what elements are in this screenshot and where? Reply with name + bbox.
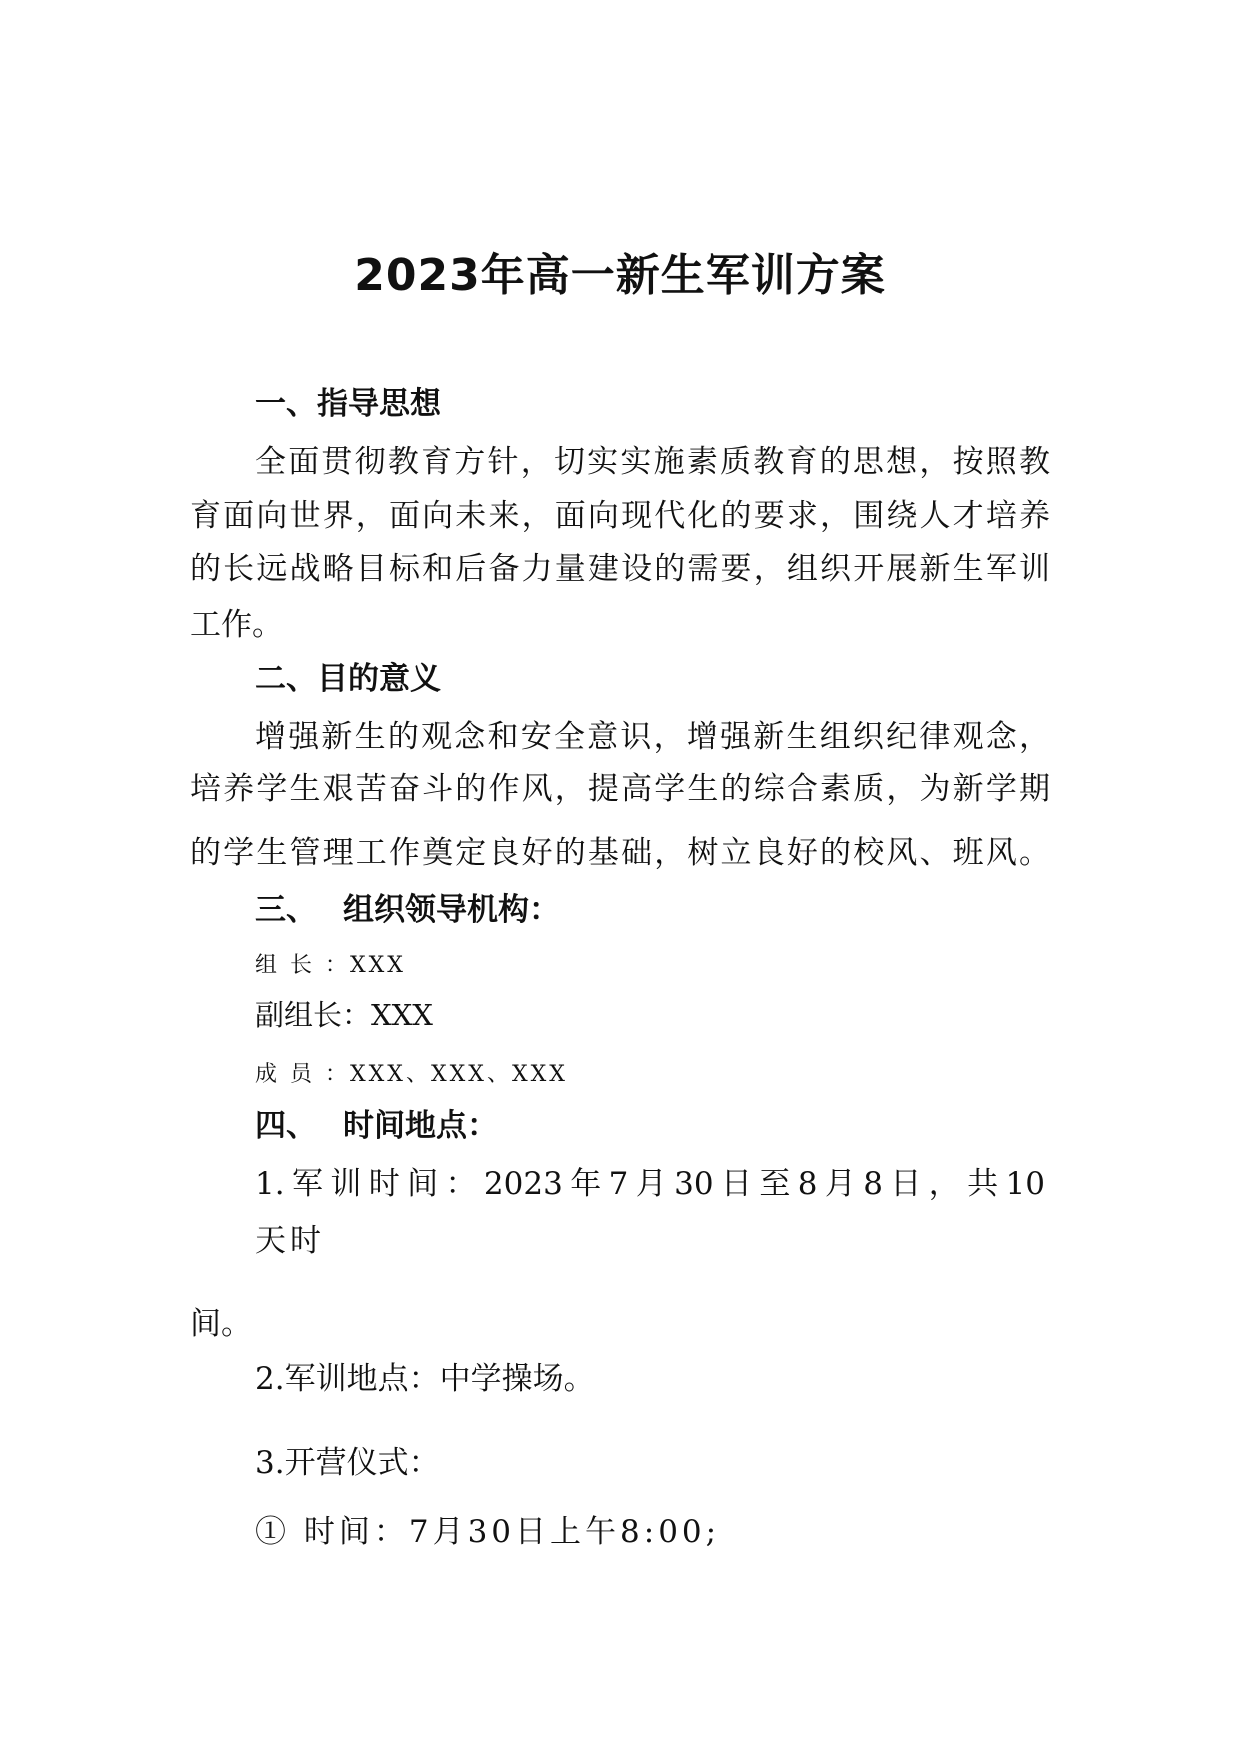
- training-time-line-end: 间。: [190, 1306, 252, 1342]
- leader-line: 组 长 ：XXX: [255, 953, 406, 978]
- paragraph-line: 育面向世界，面向未来，面向现代化的要求，围绕人才培养: [190, 498, 1050, 534]
- training-time-line-cont: 天时: [255, 1223, 325, 1259]
- document-title: 2023年高一新生军训方案: [354, 250, 886, 301]
- section-number: 三、: [255, 892, 317, 928]
- section-heading-time-place: [255, 1104, 498, 1148]
- deputy-leader-line: 副组长：XXX: [255, 998, 433, 1032]
- section-heading-guiding-ideology: 一、指导思想: [255, 386, 441, 422]
- section-heading-text: 时间地点：: [343, 1108, 498, 1144]
- training-place-line: 2.军训地点：中学操场。: [255, 1361, 595, 1397]
- paragraph-line: 培养学生艰苦奋斗的作风，提高学生的综合素质，为新学期: [190, 771, 1050, 807]
- members-line: 成 员 ：XXX、XXX、XXX: [255, 1062, 568, 1087]
- training-time-line: 1.军训时间：2023年7月30日至8月8日，共10: [255, 1166, 1045, 1202]
- section-heading-organization: [255, 888, 560, 932]
- paragraph-line: 的学生管理工作奠定良好的基础，树立良好的校风、班风。: [190, 835, 1050, 871]
- paragraph-line: 增强新生的观念和安全意识，增强新生组织纪律观念，: [255, 719, 1050, 755]
- opening-ceremony-line: 3.开营仪式：: [255, 1445, 440, 1481]
- opening-ceremony-time-line: ① 时间：7月30日上午8:00;: [255, 1514, 721, 1550]
- section-heading-text: 组织领导机构：: [343, 892, 560, 928]
- paragraph-line: 工作。: [190, 607, 283, 643]
- section-heading-purpose: 二、目的意义: [255, 661, 441, 697]
- section-number: 四、: [255, 1108, 317, 1144]
- paragraph-line: 全面贯彻教育方针，切实实施素质教育的思想，按照教: [255, 444, 1050, 480]
- paragraph-line: 的长远战略目标和后备力量建设的需要，组织开展新生军训: [190, 551, 1050, 587]
